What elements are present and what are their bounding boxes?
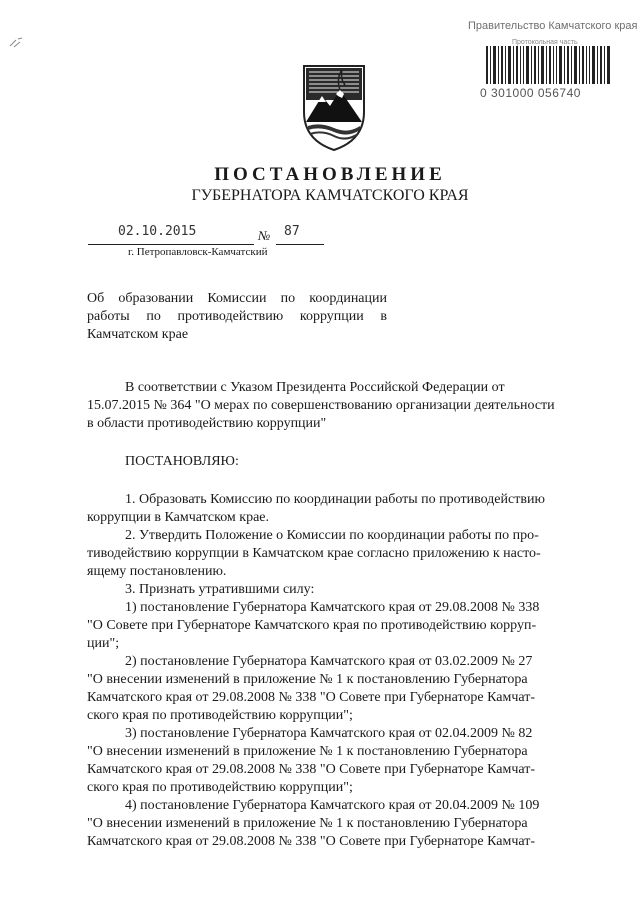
item-line: 4) постановление Губернатора Камчатского края от 20.04.2009 № 109 (125, 798, 540, 813)
item-line: ящему постановлению. (87, 564, 227, 579)
place-of-issue: г. Петропавловск-Камчатский (128, 246, 268, 258)
item-line: коррупции в Камчатском крае. (87, 510, 270, 525)
item-line: Камчатского края от 29.08.2008 № 338 "О Совете при Губернаторе Камчат- (87, 690, 535, 705)
document-title: ПОСТАНОВЛЕНИЕ (214, 164, 446, 185)
date-underline (88, 244, 254, 245)
registration-stamp-org: Правительство Камчатского края (468, 20, 638, 32)
item-line: ции"; (87, 636, 120, 651)
item-line: "О внесении изменений в приложение № 1 к постановлению Губернатора (87, 816, 528, 831)
item-line: Камчатского края от 29.08.2008 № 338 "О Совете при Губернаторе Камчат- (87, 762, 535, 777)
item-line: 3. Признать утратившими силу: (125, 582, 315, 597)
document-issuer: ГУБЕРНАТОРА КАМЧАТСКОГО КРАЯ (191, 187, 469, 204)
item-line: "О Совете при Губернаторе Камчатского края по противодействию корруп- (87, 618, 537, 633)
subject-line: работы по противодействию коррупции в (87, 309, 387, 324)
item-line: 3) постановление Губернатора Камчатского края от 02.04.2009 № 82 (125, 726, 533, 741)
coat-of-arms-icon (296, 60, 372, 152)
item-line: Камчатского края от 29.08.2008 № 338 "О Совете при Губернаторе Камчат- (87, 834, 535, 849)
scan-artifact-icon (8, 36, 26, 50)
preamble-line: В соответствии с Указом Президента Российской Федерации от (125, 380, 505, 395)
subject-line: Камчатском крае (87, 327, 189, 342)
item-line: ского края по противодействию коррупции"; (87, 780, 353, 795)
item-line: 2) постановление Губернатора Камчатского края от 03.02.2009 № 27 (125, 654, 533, 669)
document-body (87, 379, 592, 851)
item-line: 2. Утвердить Положение о Комиссии по координации работы по про- (125, 528, 539, 543)
item-line: тиводействию коррупции в Камчатском крае согласно приложению к насто- (87, 546, 541, 561)
subject-line: Об образовании Комиссии по координации (87, 291, 387, 306)
number-underline (276, 244, 324, 245)
item-line: "О внесении изменений в приложение № 1 к постановлению Губернатора (87, 744, 528, 759)
preamble-line: в области противодействию коррупции" (87, 416, 327, 431)
number-sign: № (258, 228, 271, 243)
item-line: "О внесении изменений в приложение № 1 к постановлению Губернатора (87, 672, 528, 687)
document-number: 87 (284, 224, 300, 239)
document-subject (87, 290, 387, 344)
document-date: 02.10.2015 (118, 224, 197, 239)
item-line: 1) постановление Губернатора Камчатского края от 29.08.2008 № 338 (125, 600, 540, 615)
barcode-number: 0 301000 056740 (480, 86, 581, 100)
resolves-heading: ПОСТАНОВЛЯЮ: (125, 454, 239, 469)
registration-stamp-caption: Протокольная часть (512, 39, 578, 46)
preamble-line: 15.07.2015 № 364 "О мерах по совершенствованию организации деятельности (87, 398, 555, 413)
item-line: 1. Образовать Комиссию по координации работы по противодействию (125, 492, 545, 507)
item-line: ского края по противодействию коррупции"; (87, 708, 353, 723)
